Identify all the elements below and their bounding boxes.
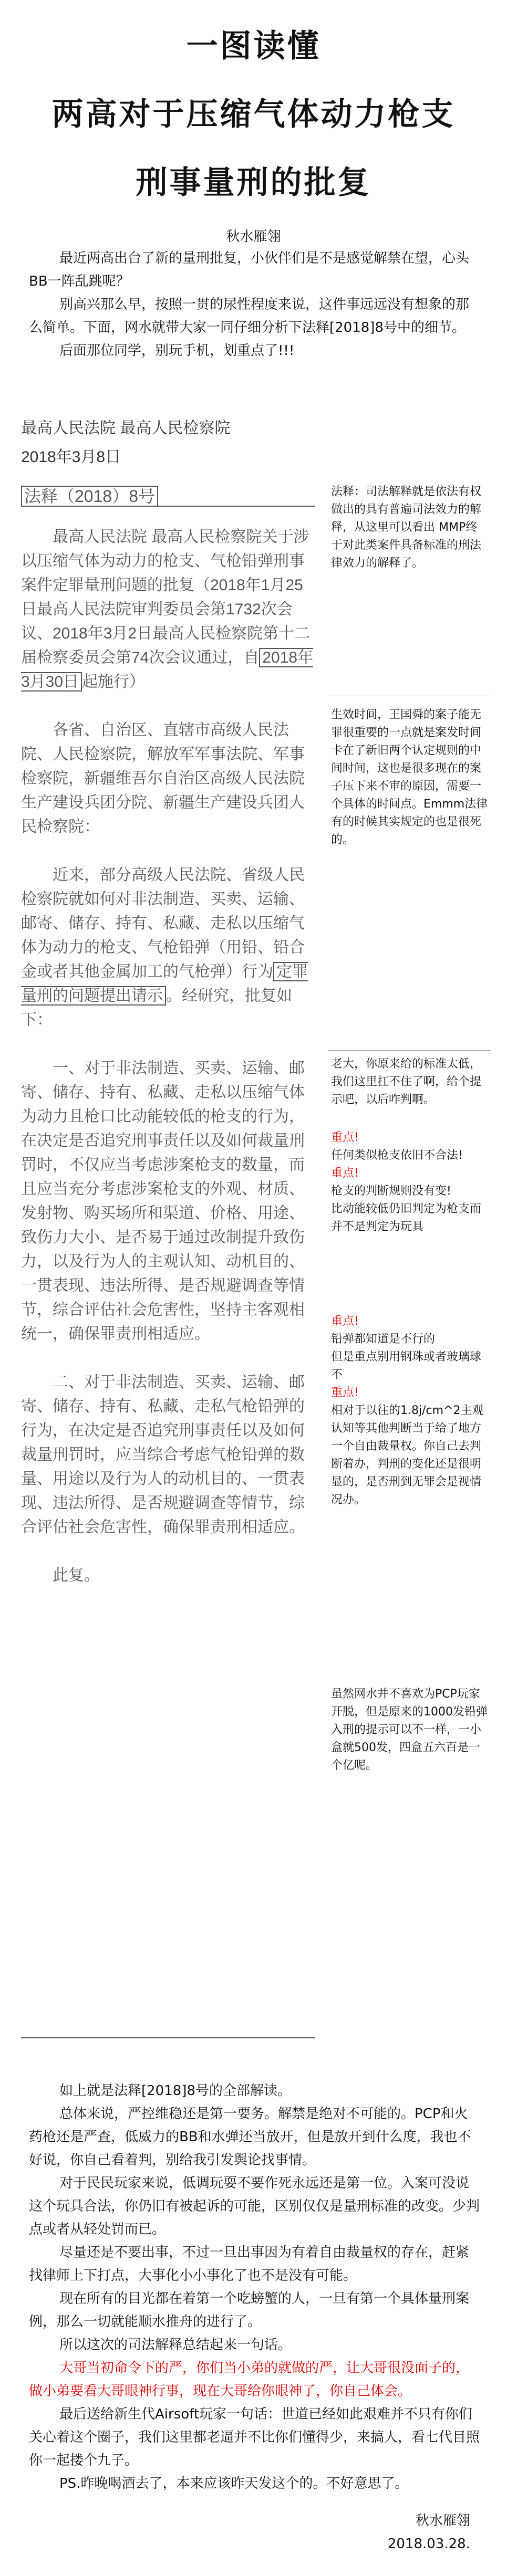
title-line-1: 一图读懂 — [186, 28, 321, 65]
signature-name: 秋水雁翎 — [415, 2513, 470, 2529]
request-box: 定罪量刑的问题提出请示 — [21, 963, 308, 1004]
doc-number — [21, 483, 315, 507]
author-top: 秋水雁翎 — [226, 229, 281, 245]
conclusion-p6: 所以这次的司法解释总结起来一句话。 — [59, 2337, 292, 2353]
conclusion — [29, 2079, 481, 2495]
conclusion-p1: 如上就是法释[2018]8号的全部解读。 — [59, 2083, 291, 2099]
key-point-label: 重点! — [331, 1167, 359, 1180]
signature-date: 2018.03.28. — [387, 2536, 470, 2552]
conclusion-p8: 最后送给新生代Airsoft玩家一句话：世道已经如此艰难并不只有你们关心着这个圈子，我们这里都老逼并不比你们懂得少，来搞人，看七代目照你一起搂个九子。 — [29, 2406, 480, 2468]
note-key-points-2: 重点! 铅弹都知道是不行的 但是重点别用钢珠或者玻璃球不 重点! 相对于以往的1.8j/cm^2主观认知等其他判断当于给了地方一个自由裁量权。你自己去判断着办，判刑的变化还是很明显的，是否刑到无罪会是视情况办。 — [331, 1313, 489, 1509]
note-key-points-1: 重点! 任何类似枪支依旧不合法! 重点! 枪支的判断规则没有变! 比动能较低仍旧判定为枪支而并不是判定为玩具 — [331, 1129, 489, 1236]
conclusion-highlight: 大哥当初命令下的严，你们当小弟的就做的严，让大哥很没面子的，做小弟要看大哥眼神行事，现在大哥给你眼神了，你自己体会。 — [29, 2360, 470, 2399]
title-line-2: 两高对于压缩气体动力枪支 — [51, 96, 456, 133]
key-point-label: 重点! — [331, 1315, 359, 1328]
title-line-3: 刑事量刑的批复 — [136, 164, 371, 201]
intro-p3: 后面那位同学，别玩手机，划重点了!!! — [59, 343, 295, 359]
note-legal-interpretation: 法释：司法解释就是依法有权做出的具有普遍司法效力的解释，从这里可以看出 MMP终于对此类案件具备标准的刑法律效力的解释了。 — [331, 485, 482, 570]
doc-p2: 各省、自治区、直辖市高级人民法院、人民检察院，解放军军事法院、军事检察院，新疆维吾尔自治区高级人民法院生产建设兵团分院、新疆生产建设兵团人民检察院： — [21, 721, 305, 835]
conclusion-p5: 现在所有的目光都在着第一个吃螃蟹的人，一旦有第一个具体量刑案例，那么一切就能顺水推舟的进行了。 — [29, 2291, 470, 2330]
note-divider — [328, 1050, 491, 1051]
issuer: 最高人民法院 最高人民检察院 — [21, 420, 231, 437]
note-pcp: 虽然网水并不喜欢为PCP玩家开脱，但是原来的1000发铅弹入刑的提示可以不一样，一小盒就500发，四盒五六百是一个亿呢。 — [331, 1688, 488, 1772]
intro-p1: 最近两高出台了新的量刑批复，小伙伴们是不是感觉解禁在望，心头BB一阵乱跳呢？ — [29, 250, 470, 289]
doc-p3: 近来，部分高级人民法院、省级人民检察院就如何对非法制造、买卖、运输、邮寄、储存、持有、私藏、走私以压缩气体为动力的枪支、气枪铅弹（用铅、铅合金或者其他金属加工的气枪弹）行为 定罪量刑的问题提出请示 。经研究，批复如下： — [21, 866, 308, 1029]
conclusion-ps: PS.昨晚喝酒去了，本来应该昨天发这个的。不好意思了。 — [59, 2476, 409, 2491]
conclusion-p3: 对于民民玩家来说，低调玩耍不要作死永远还是第一位。入案可没说这个玩具合法，你仍旧有被起诉的可能，区别仅仅是量刑标准的改变。少判点或者从轻处罚而已。 — [29, 2175, 480, 2237]
separator — [21, 2037, 315, 2038]
separator — [21, 506, 315, 507]
intro — [29, 247, 481, 362]
note-effective-date: 生效时间，王国舜的案子能无罪很重要的一点就是案发时间卡在了新旧两个认定规则的中间时间，这也是很多现在的案子压下来不审的原因，需要一个具体的时间点。Emmm法律有的时候其实规定的也是很死的。 — [331, 708, 488, 846]
intro-p2: 别高兴那么早，按照一贯的尿性程度来说，这件事远远没有想象的那么简单。下面，网水就带大家一同仔细分析下法释[2018]8号中的细节。 — [29, 297, 470, 336]
issue-date: 2018年3月8日 — [21, 448, 121, 466]
key-point-label: 重点! — [331, 1386, 359, 1399]
doc-number-box: 法释（2018）8号 — [21, 486, 158, 507]
document-body — [21, 525, 315, 1588]
doc-reply: 此复。 — [53, 1567, 100, 1584]
note-request: 老大，你原来给的标准太低，我们这里扛不住了啊，给个提示吧，以后咋判啊。 — [331, 1057, 482, 1106]
conclusion-p2: 总体来说，严控维稳还是第一要务。解禁是绝对不可能的。PCP和火药枪还是严查，低威力的BB和水弹还当放开，但是放开到什么度，我也不好说，你自己看着判，别给我引发舆论找事情。 — [29, 2106, 471, 2168]
key-point-label: 重点! — [331, 1131, 359, 1144]
doc-p5: 二、对于非法制造、买卖、运输、邮寄、储存、持有、私藏、走私气枪铅弹的行为，在决定是否追究刑事责任以及如何裁量刑罚时，应当综合考虑气枪铅弹的数量、用途以及行为人的动机目的、一贯表现、违法所得、是否规避调查等情节，综合评估社会危害性，确保罪责刑相适应。 — [21, 1374, 305, 1536]
doc-p1: 最高人民法院 最高人民检察院关于涉以压缩气体为动力的枪支、气枪铅弹刑事案件定罪量刑问题的批复（2018年1月25日最高人民法院审判委员会第1732次会议、2018年3月2日最高人民检察院第十二届检察委员会第74次会议通过，自 2018年3月30日 起施行） — [21, 528, 314, 690]
doc-p4: 一、对于非法制造、买卖、运输、邮寄、储存、持有、私藏、走私以压缩气体为动力且枪口比动能较低的枪支的行为，在决定是否追究刑事责任以及如何裁量刑罚时，不仅应当考虑涉案枪支的数量，而且应当充分考虑涉案枪支的外观、材质、发射物、购买场所和渠道、价格、用途、致伤力大小、是否易于通过改制提升致伤力，以及行为人的主观认知、动机目的、一贯表现、违法所得、是否规避调查等情节，综合评估社会危害性，坚持主客观相统一，确保罪责刑相适应。 — [21, 1060, 305, 1343]
conclusion-p4: 尽量还是不要出事，不过一旦出事因为有着自由裁量权的存在，赶紧找律师上下打点，大事化小小事化了也不是没有可能。 — [29, 2245, 470, 2284]
effective-date-box: 2018年3月30日 — [21, 649, 314, 690]
